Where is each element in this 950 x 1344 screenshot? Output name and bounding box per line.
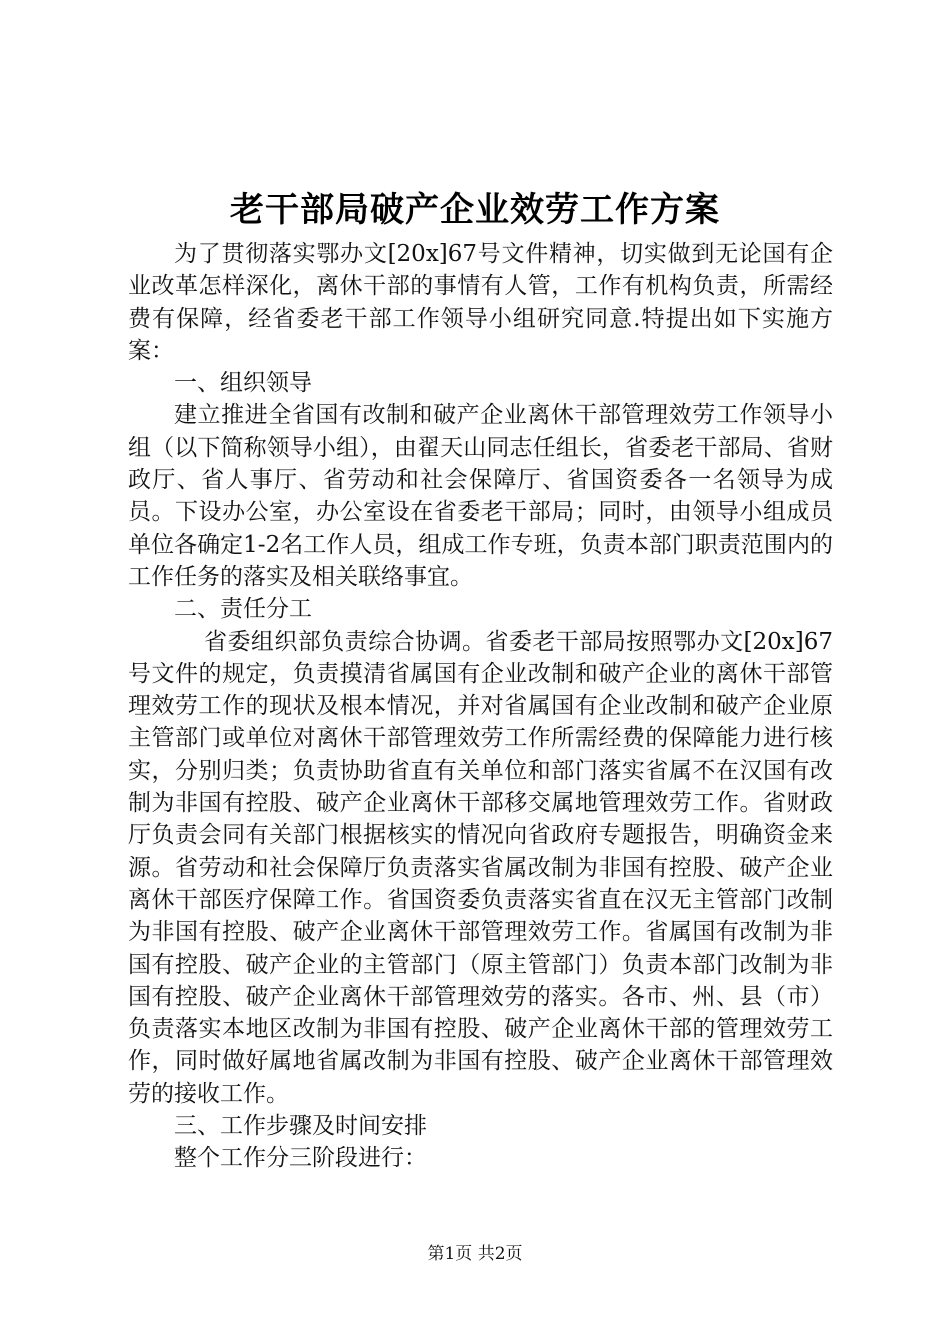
steps-paragraph: 整个工作分三阶段进行： bbox=[174, 1145, 427, 1172]
responsibility-paragraph: 省委组织部负责综合协调。省委老干部局按照鄂办文[20x]67号文件的规定，负责摸清省属国有企业改制和破产企业的离休干部管理效劳工作的现状及根本情况，并对省属国有企业改制和破产企业原主管部门或单位对离休干部管理效劳工作所需经费的保障能力进行核实，分别归类；负责协助省直有关单位和部门落实省属不在汉国有改制为非国有控股、破产企业离休干部移交属地管理效劳工作。省财政厅负责会同有关部门根据核实的情况向省政府专题报告，明确资金来源。省劳动和社会保障厅负责落实省属改制为非国有控股、破产企业离休干部医疗保障工作。省国资委负责落实省直在汉无主管部门改制为非国有控股、破产企业离休干部管理效劳工作。省属国有改制为非国有控股、破产企业的主管部门（原主管部门）负责本部门改制为非国有控股、破产企业离休干部管理效劳的落实。各市、州、县（市）负责落实本地区改制为非国有控股、破产企业离休干部的管理效劳工作，同时做好属地省属改制为非国有控股、破产企业离休干部管理效劳的接收工作。 bbox=[128, 628, 833, 1107]
document-body bbox=[128, 238, 833, 1175]
section-heading-organization: 一、组织领导 bbox=[174, 370, 312, 397]
section-heading-steps: 三、工作步骤及时间安排 bbox=[174, 1113, 427, 1140]
section-heading-responsibility: 二、责任分工 bbox=[174, 596, 312, 623]
organization-paragraph: 建立推进全省国有改制和破产企业离休干部管理效劳工作领导小组（以下简称领导小组），由翟天山同志任组长，省委老干部局、省财政厅、省人事厅、省劳动和社会保障厅、省国资委各一名领导为成员。下设办公室，办公室设在省委老干部局；同时，由领导小组成员单位各确定1-2名工作人员，组成工作专班，负责本部门职责范围内的工作任务的落实及相关联络事宜。 bbox=[128, 402, 833, 590]
document-title: 老干部局破产企业效劳工作方案 bbox=[230, 190, 720, 230]
intro-paragraph: 为了贯彻落实鄂办文[20x]67号文件精神，切实做到无论国有企业改革怎样深化，离休干部的事情有人管，工作有机构负责，所需经费有保障，经省委老干部工作领导小组研究同意.特提出如下实施方案： bbox=[128, 241, 833, 364]
page-number-footer: 第1页 共2页 bbox=[427, 1244, 523, 1264]
